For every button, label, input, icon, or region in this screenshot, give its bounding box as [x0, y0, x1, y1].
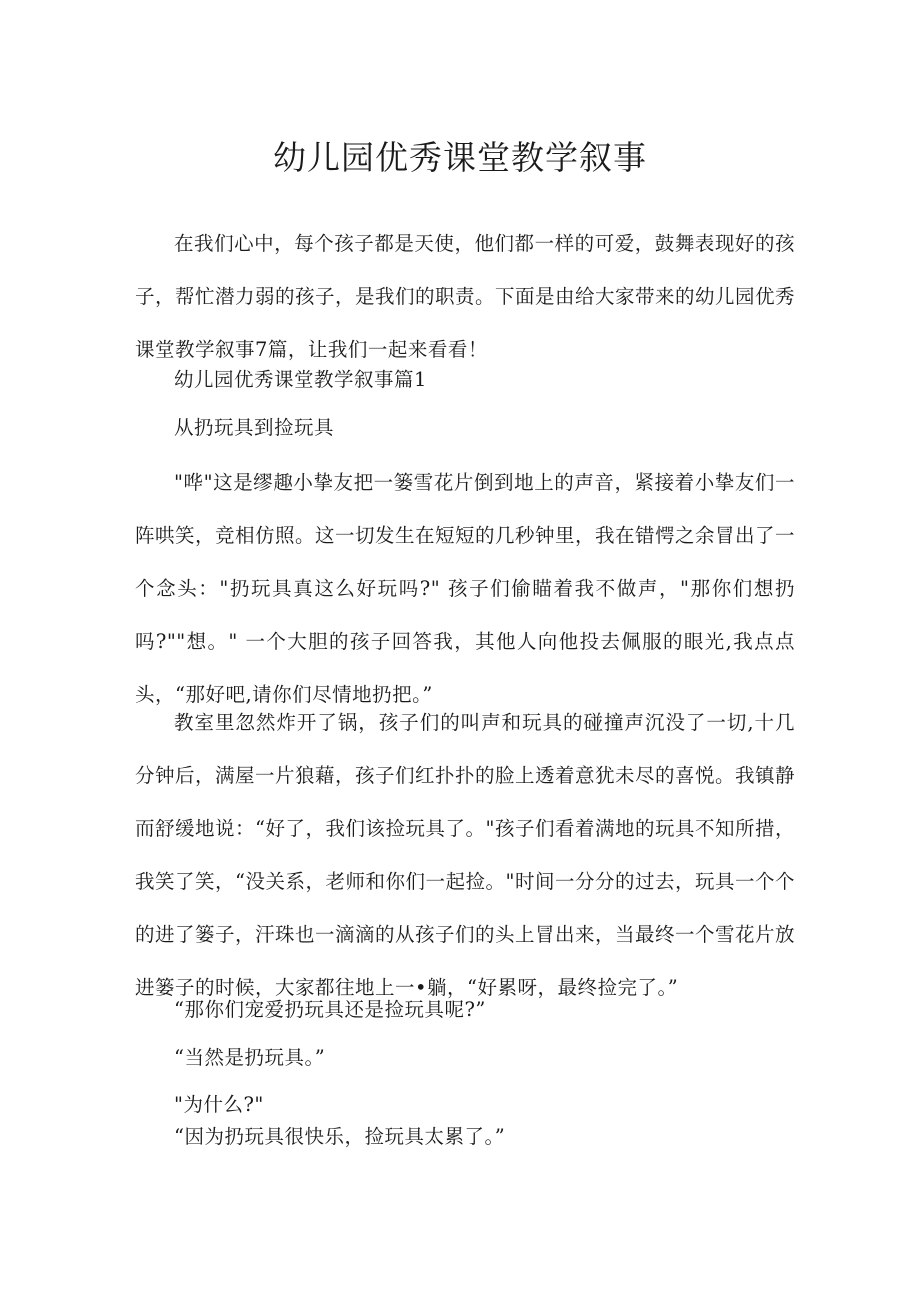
- dialogue-line-4: “因为扔玩具很快乐，捡玩具太累了。”: [174, 1125, 506, 1148]
- section-heading: 幼儿园优秀课堂教学叙事篇1: [174, 368, 427, 391]
- intro-paragraph: 在我们心中，每个孩子都是天使，他们都一样的可爱，鼓舞表现好的孩子，帮忙潜力弱的孩子，是我们的职责。下面是由给大家带来的幼儿园优秀课堂教学叙事7篇，让我们一起来看看！: [135, 232, 796, 361]
- story-paragraph-1: "哗"这是缪趣小挚友把一篓雪花片倒到地上的声音，紧接着小挚友们一阵哄笑，竞相仿照。这一切发生在短短的几秒钟里，我在错愕之余冒出了一个念头："扔玩具真这么好玩吗?" 孩子们偷瞄着我不做声，"那你们想扔吗?""想。" 一个大胆的孩子回答我，其他人向他投去佩服的眼光,我点点头，“那好吧,请你们尽情地扔把。”: [135, 471, 796, 706]
- dialogue-line-3: "为什么?": [174, 1093, 264, 1116]
- dialogue-line-2: “当然是扔玩具。”: [174, 1046, 326, 1069]
- document-title: 幼儿园优秀课堂教学叙事: [273, 138, 647, 177]
- story-paragraph-2: 教室里忽然炸开了锅，孩子们的叫声和玩具的碰撞声沉没了一切,十几分钟后，满屋一片狼藉，孩子们红扑扑的脸上透着意犹未尽的喜悦。我镇静而舒缓地说：“好了，我们该捡玩具了。"孩子们看着满地的玩具不知所措，我笑了笑，“没关系，老师和你们一起捡。"时间一分分的过去，玩具一个个的进了篓子，汗珠也一滴滴的从孩子们的头上冒出来，当最终一个雪花片放进篓子的时候，大家都往地上一•躺，“好累呀，最终捡完了。”: [135, 711, 796, 999]
- story-title: 从扔玩具到捡玩具: [174, 416, 335, 439]
- dialogue-line-1: “那你们宠爱扔玩具还是捡玩具呢?”: [174, 998, 486, 1021]
